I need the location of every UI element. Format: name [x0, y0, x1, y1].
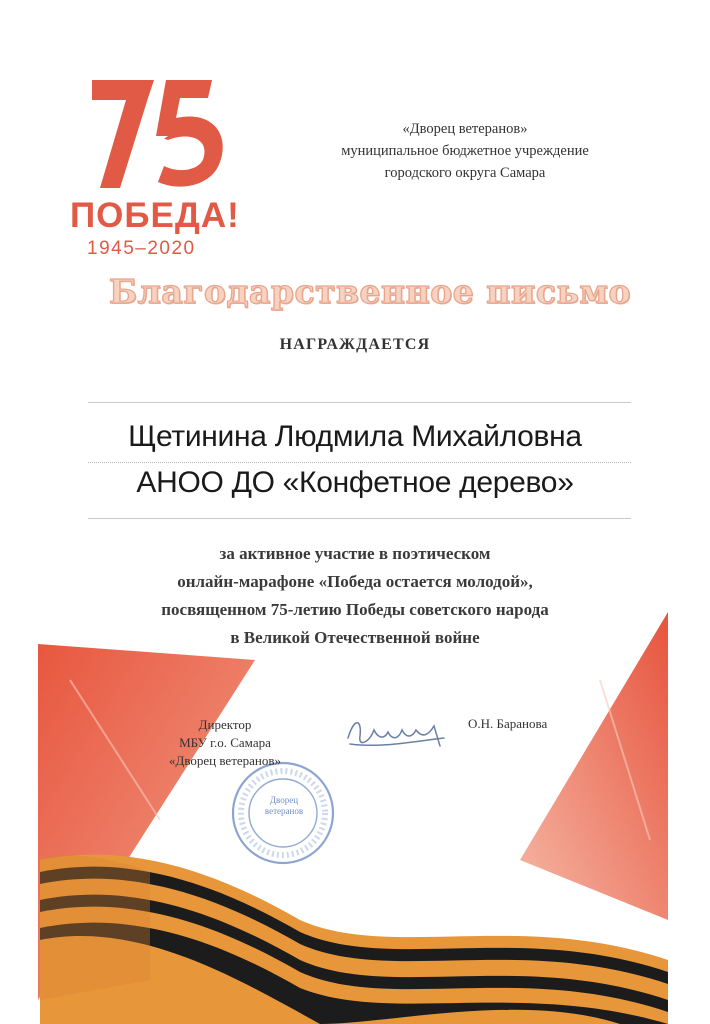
logo-years: 1945–2020: [87, 238, 196, 259]
signatory-name: О.Н. Баранова: [468, 716, 548, 731]
recipient-organization: АНОО ДО «Конфетное дерево»: [136, 466, 574, 499]
document-title: Благодарственное письмо: [108, 272, 632, 311]
signatory-position-line-2: МБУ г.о. Самара: [179, 735, 271, 750]
recipient-name: Щетинина Людмила Михайловна: [128, 420, 582, 453]
signatory-position-line-1: Директор: [198, 717, 252, 732]
stamp-text-line-2: ветеранов: [264, 806, 304, 816]
logo-75-graphic: [62, 68, 252, 198]
red-wedge-right: [520, 612, 668, 920]
handwritten-signature: [340, 708, 450, 758]
award-reason: [40, 540, 670, 652]
org-line-1: «Дворец ветеранов»: [402, 121, 528, 137]
reason-line-3: посвященном 75-летию Победы советского народа: [161, 600, 549, 619]
victory-75-logo: [62, 68, 252, 268]
divider-bottom: [88, 518, 631, 519]
logo-word: ПОБЕДА!: [70, 196, 240, 235]
organization-header: [300, 118, 630, 184]
stamp-text: [262, 795, 306, 817]
org-line-2: муниципальное бюджетное учреждение: [341, 143, 589, 159]
stamp-text-line-1: Дворец: [269, 795, 299, 805]
divider-top: [88, 402, 631, 403]
divider-middle: [88, 462, 631, 463]
signatory-position-line-3: «Дворец ветеранов»: [168, 753, 282, 768]
reason-line-1: за активное участие в поэтическом: [219, 544, 491, 563]
awarded-heading: НАГРАЖДАЕТСЯ: [279, 336, 431, 353]
org-line-3: городского округа Самара: [384, 165, 546, 181]
signatory-position: [145, 716, 305, 770]
reason-line-4: в Великой Отечественной войне: [230, 628, 480, 647]
reason-line-2: онлайн-марафоне «Победа остается молодой»,: [177, 572, 533, 591]
